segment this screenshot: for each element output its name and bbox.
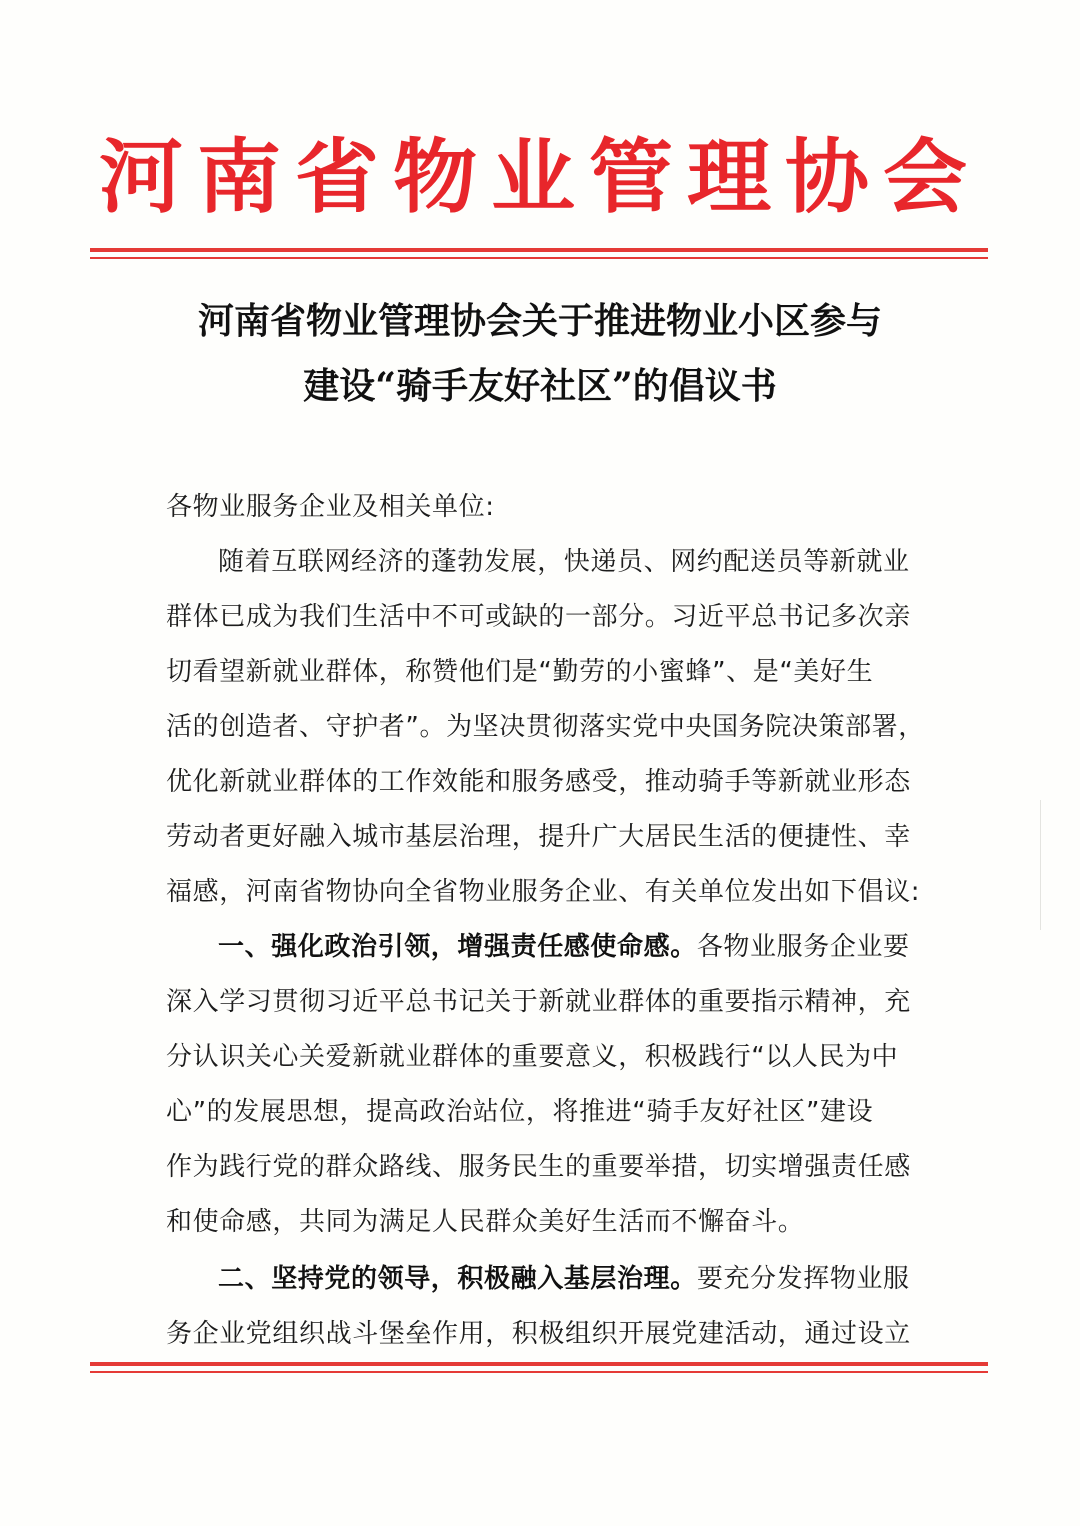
footer-rule-thick [90,1362,988,1366]
section-1-line-6: 和使命感，共同为满足人民群众美好生活而不懈奋斗。 [166,1207,805,1237]
header-rule-thick [90,248,988,252]
section-1-line-2: 深入学习贯彻习近平总书记关于新就业群体的重要指示精神，充 [166,987,911,1017]
header-rule-thin [90,257,988,259]
salutation: 各物业服务企业及相关单位: [166,492,495,522]
paragraph-1-line-1: 随着互联网经济的蓬勃发展，快递员、网约配送员等新就业 [218,547,910,577]
section-2-heading: 二、坚持党的领导，积极融入基层治理。 [218,1264,697,1294]
footer-rule-thin [90,1371,988,1373]
paragraph-1-line-6: 劳动者更好融入城市基层治理，提升广大居民生活的便捷性、幸 [166,822,911,852]
paragraph-1-line-4: 活的创造者、守护者”。为坚决贯彻落实党中央国务院决策部署， [166,712,925,742]
paragraph-1-line-7: 福感，河南省物协向全省物业服务企业、有关单位发出如下倡议: [166,877,921,907]
document-title-line-1: 河南省物业管理协会关于推进物业小区参与 [197,300,882,342]
section-1-first-line [218,920,910,975]
section-1-line-5: 作为践行党的群众路线、服务民生的重要举措，切实增强责任感 [166,1152,911,1182]
paragraph-1-line-2: 群体已成为我们生活中不可或缺的一部分。习近平总书记多次亲 [166,602,911,632]
section-1-line-4: 心”的发展思想，提高政治站位，将推进“骑手友好社区”建设 [166,1097,874,1127]
section-2-line-2: 务企业党组织战斗堡垒作用，积极组织开展党建活动，通过设立 [166,1319,911,1349]
scan-edge-mark [1040,800,1041,930]
section-1-heading: 一、强化政治引领，增强责任感使命感。 [218,932,697,962]
paragraph-1-line-5: 优化新就业群体的工作效能和服务感受，推动骑手等新就业形态 [166,767,911,797]
section-2-first-line [218,1252,910,1307]
org-letterhead: 河南省物业管理协会 [98,129,981,225]
document-title-line-2: 建设“骑手友好社区”的倡议书 [303,365,777,407]
paragraph-1-line-3: 切看望新就业群体，称赞他们是“勤劳的小蜜蜂”、是“美好生 [166,657,874,687]
section-2-first-line-rest: 要充分发挥物业服 [696,1264,910,1294]
section-1-first-line-rest: 各物业服务企业要 [696,932,910,962]
section-1-line-3: 分认识关心关爱新就业群体的重要意义，积极践行“以人民为中 [166,1042,899,1072]
